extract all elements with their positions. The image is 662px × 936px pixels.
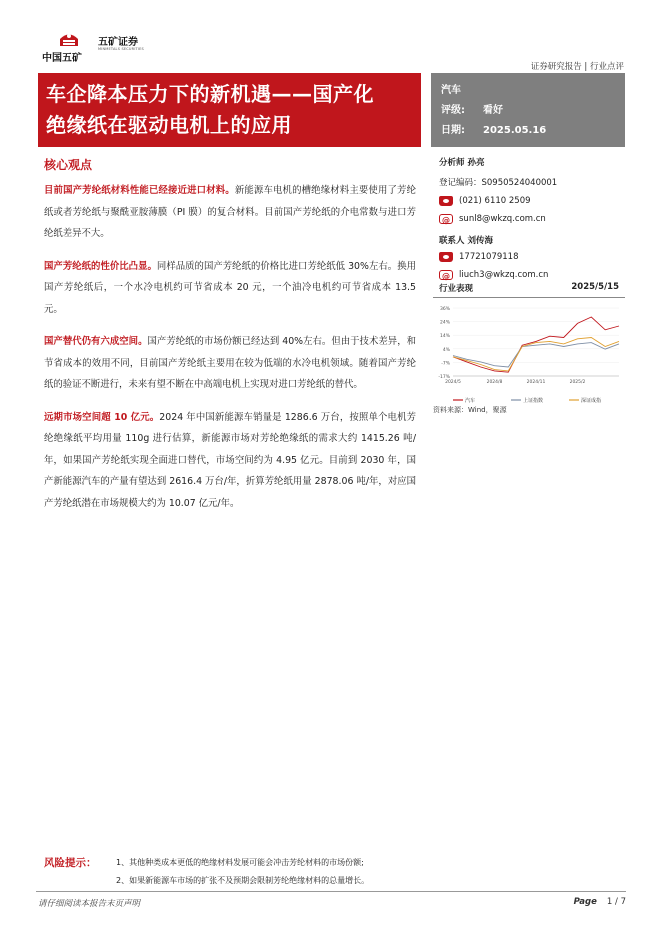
brand-name-en: MINMETALS SECURITIES [98,47,144,51]
paragraph-text: 2024 年中国新能源车销量是 1286.6 万台，按照单个电机芳纶绝缘纸平均用量 110g 进行估算，新能源市场对芳纶绝缘纸的需求大约 1415.26 吨/年，如果国产芳纶纸实现全面进口替代，市场空间约为 4.95 亿元。目前到 2030 年，国产新能源汽车的产量有望达到 2616.4 万台/年，折算芳纶纸用量 2878.06 吨/年，对应国产芳纶纸潜在市场规模大约为 10.07 亿元/年。 [44,411,417,509]
paragraph [44,180,416,245]
logo-emblem-icon [58,30,80,48]
phone-icon [439,252,453,262]
legend-label: 深证成指 [581,398,602,404]
chart-source: 资料来源：Wind，聚源 [433,406,507,414]
email-icon [439,270,453,280]
paragraph-text: 新能源车电机的槽绝缘材料主要使用了芳纶纸或者芳纶纸与聚酰亚胺薄膜（PI 膜）的复合材料。目前国产芳纶纸的介电常数与进口芳纶纸差异不大。 [44,185,416,239]
core-viewpoint-title: 核心观点 [44,158,93,172]
page-indicator [574,897,626,907]
contact-email[interactable]: liuch3@wkzq.com.cn [459,270,549,280]
y-tick-label: 24% [439,320,450,326]
company-logo [38,30,158,70]
analyst-reg: 登记编码：S0950524040001 [439,178,558,188]
performance-header [433,282,625,298]
x-tick-label: 2024/11 [526,380,546,385]
rating-value: 看好 [483,105,503,116]
analyst-phone: (021) 6110 2509 [459,196,531,206]
x-tick-label: 2025/2 [569,380,586,385]
analyst-email-row [439,210,629,228]
footer-disclaimer: 请仔细阅读本报告末页声明 [38,899,141,909]
performance-chart [433,300,625,412]
contact-phone: 17721079118 [459,252,519,262]
logo-text-cn: 中国五矿 [42,53,82,64]
page-label: Page [573,897,597,907]
performance-title: 行业表现 [439,284,474,294]
paragraph-text: 国产芳纶纸的市场份额已经达到 40%左右。但由于技术差异，和节省成本的效用不同，目前国产芳纶纸主要用在较为低端的水冷电机领域。随着国产芳纶纸的验证不断进行，未来有望不断在中高端电机上实现对进口芳纶纸的替代。 [44,336,416,390]
analyst-name: 分析师 孙亮 [439,158,485,168]
rating-label: 评级: [441,105,465,116]
risk-title: 风险提示： [44,857,97,869]
paragraph-text: 同样品质的国产芳纶纸的价格比进口芳纶纸低 30%左右。换用国产芳纶纸后，一个水冷电机约可节省成本 20 元，一个油冷电机约可节省成本 13.5 元。 [44,260,416,315]
paragraph [44,407,416,515]
y-tick-label: 4% [442,347,450,353]
paragraph-highlight: 国产替代仍有六成空间。 [44,336,148,347]
title-line-2: 绝缘纸在驱动电机上的应用 [46,113,292,137]
paragraph-highlight: 远期市场空间超 10 亿元。 [44,411,160,423]
y-tick-label: -17% [438,375,450,380]
paragraph-highlight: 目前国产芳纶纸材料性能已经接近进口材料。 [44,185,235,196]
performance-date: 2025/5/15 [571,282,619,292]
phone-icon [439,196,453,206]
x-tick-label: 2024/5 [445,380,461,385]
brand-name: 五矿证券 [98,37,138,48]
email-icon [439,214,453,224]
y-tick-label: 36% [439,307,450,312]
contact-phone-row [439,248,629,266]
title-line-1: 车企降本压力下的新机遇——国产化 [46,82,374,106]
y-tick-label: -7% [441,361,450,367]
core-viewpoint-body [44,180,416,525]
analyst-info [439,156,629,284]
industry-name: 汽车 [441,85,461,96]
contact-name: 联系人 刘传海 [439,236,493,246]
paragraph [44,256,416,321]
x-tick-label: 2024/8 [486,380,503,385]
paragraph-highlight: 国产芳纶纸的性价比凸显。 [44,260,157,272]
footer-divider [36,891,626,892]
risk-item: 2、如果新能源车市场的扩张不及预期会限制芳纶绝缘材料的总量增长。 [116,876,370,885]
analyst-email[interactable]: sunl8@wkzq.com.cn [459,214,546,224]
page-number: 1 / 7 [606,897,626,907]
risk-item: 1、其他种类成本更低的绝缘材料发展可能会冲击芳纶材料的市场份额; [116,858,364,867]
legend-label: 上证指数 [523,398,544,404]
date-row [441,121,615,141]
date-label: 日期: [441,125,465,136]
rating-row [441,101,615,121]
industry-performance [433,282,625,412]
paragraph [44,331,416,396]
date-value: 2025.05.16 [483,125,547,136]
y-tick-label: 14% [439,334,450,340]
analyst-phone-row [439,192,629,210]
legend-label: 汽车 [465,398,476,404]
title-banner [38,73,421,147]
rating-box [431,73,625,147]
report-type: 证券研究报告 | 行业点评 [530,62,624,72]
